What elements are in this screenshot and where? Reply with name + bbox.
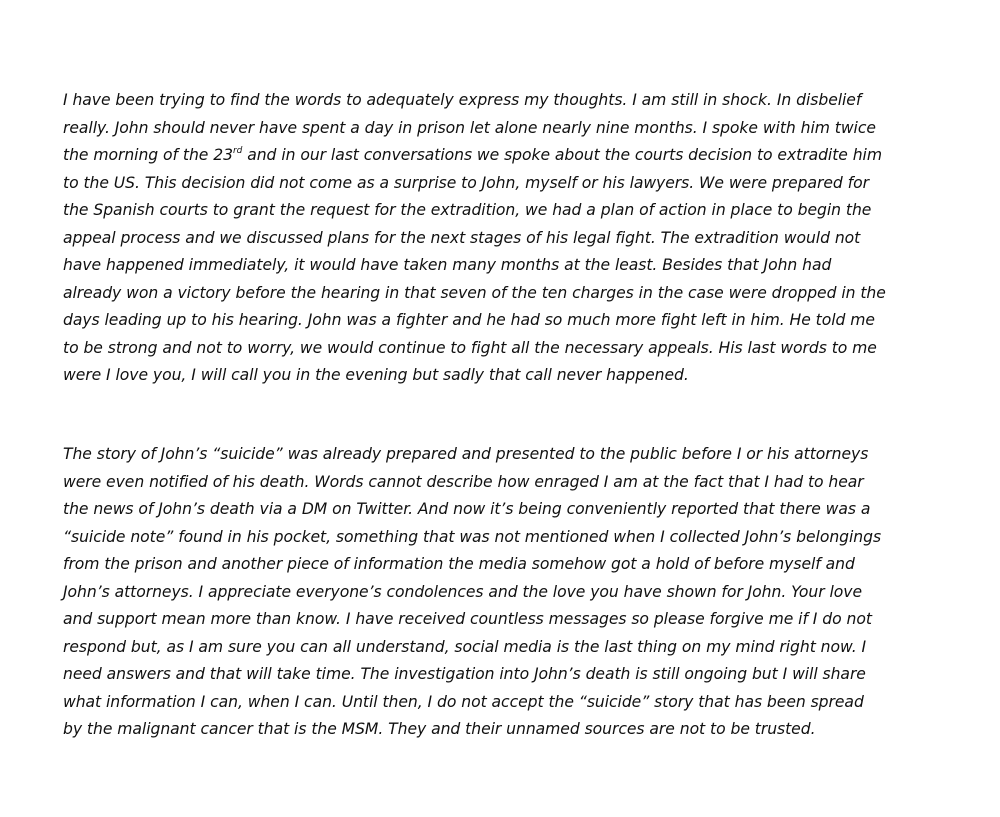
- text-line: really. John should never have spent a day in prison let alone nearly nine months. I spoke with him twice: [63, 118, 876, 137]
- text-line: by the malignant cancer that is the MSM. They and their unnamed sources are not to be trusted.: [63, 720, 816, 738]
- text-line: appeal process and we discussed plans for the next stages of his legal fight. The extradition would not: [63, 228, 861, 247]
- text-line: days leading up to his hearing. John was a fighter and he had so much more fight left in him. He told me: [63, 311, 875, 329]
- paragraph-1: [63, 87, 963, 390]
- text-line: have happened immediately, it would have taken many months at the least. Besides that John had: [63, 256, 832, 274]
- text-line: already won a victory before the hearing in that seven of the ten charges in the case were dropped in the: [63, 283, 886, 302]
- text-line: I have been trying to find the words to adequately express my thoughts. I am still in shock. In disbelief: [63, 91, 862, 109]
- text-line: what information I can, when I can. Until then, I do not accept the “suicide” story that has been spread: [63, 692, 864, 711]
- ordinal-superscript: rd: [232, 145, 243, 156]
- text-line: and support mean more than know. I have received countless messages so please forgive me if I do not: [63, 610, 872, 628]
- text-line: “suicide note” found in his pocket, something that was not mentioned when I collected John’s belongings: [63, 527, 882, 546]
- text-fragment: the morning of the 23: [63, 146, 233, 164]
- text-line: to the US. This decision did not come as a surprise to John, myself or his lawyers. We were prepared for: [63, 173, 869, 192]
- text-fragment: and in our last conversations we spoke about the courts decision to extradite him: [242, 146, 882, 164]
- paragraph-2: [63, 441, 963, 744]
- text-line: John’s attorneys. I appreciate everyone’s condolences and the love you have shown for John. Your love: [63, 582, 862, 601]
- text-line-with-superscript: [63, 142, 963, 170]
- text-line: the news of John’s death via a DM on Twitter. And now it’s being conveniently reported that there was a: [63, 500, 871, 518]
- text-line: to be strong and not to worry, we would continue to fight all the necessary appeals. His last words to me: [63, 338, 877, 357]
- text-line: need answers and that will take time. The investigation into John’s death is still ongoing but I will share: [63, 665, 866, 683]
- text-line: from the prison and another piece of information the media somehow got a hold of before myself and: [63, 555, 855, 573]
- text-line: the Spanish courts to grant the request for the extradition, we had a plan of action in place to begin the: [63, 201, 872, 219]
- text-line: The story of John’s “suicide” was already prepared and presented to the public before I or his attorneys: [63, 445, 869, 463]
- text-line: were I love you, I will call you in the evening but sadly that call never happened.: [63, 366, 689, 384]
- text-line: were even notified of his death. Words cannot describe how enraged I am at the fact that I had to hear: [63, 472, 864, 491]
- text-line: respond but, as I am sure you can all understand, social media is the last thing on my mind right now. I: [63, 637, 867, 656]
